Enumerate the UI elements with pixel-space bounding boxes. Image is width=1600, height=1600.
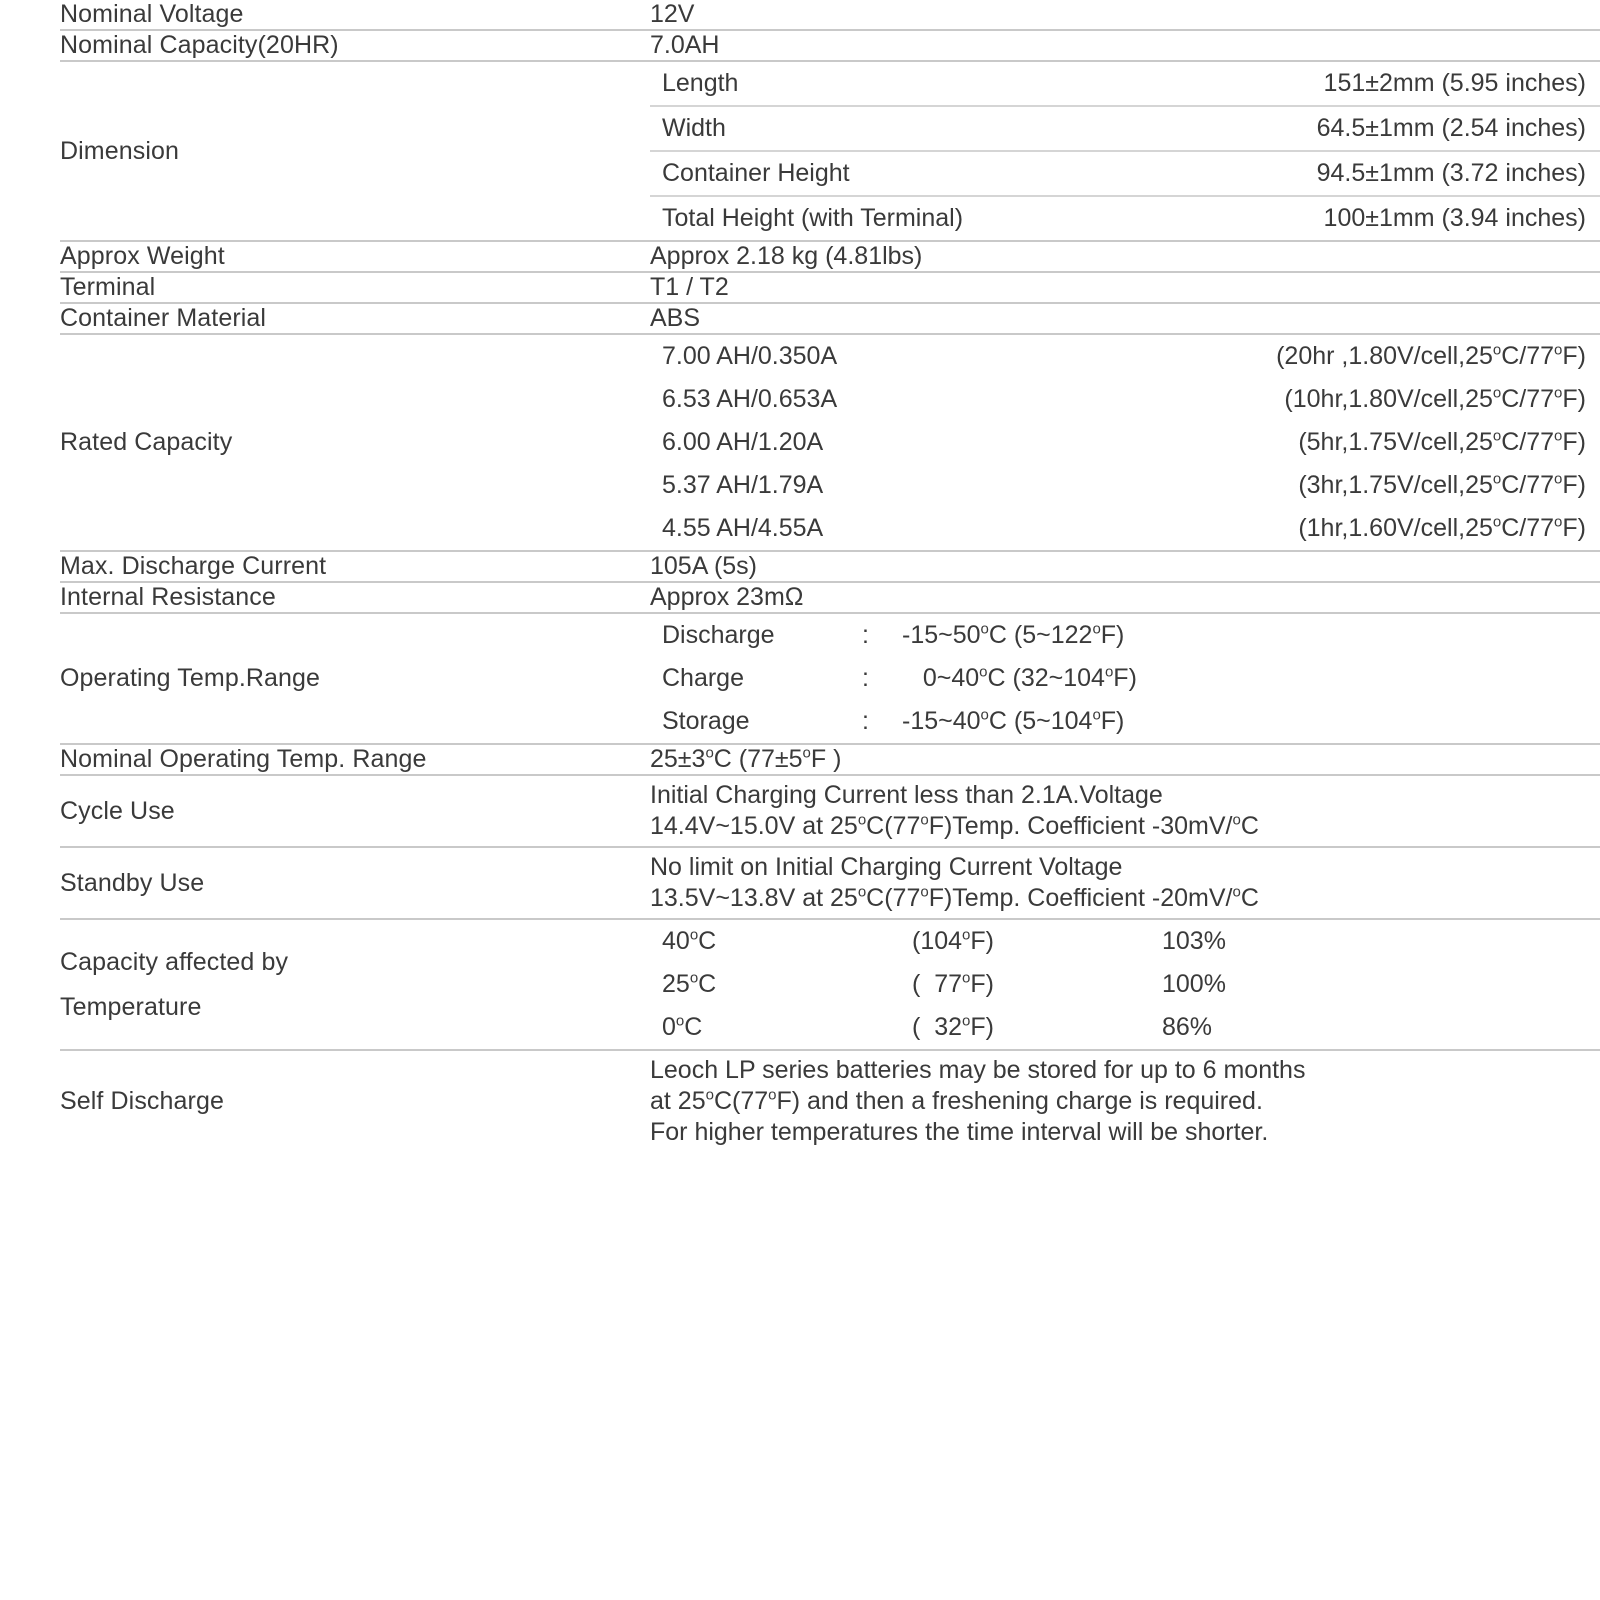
dimension-name-length: Length <box>650 62 1132 106</box>
temp-unit-f: F) <box>1100 707 1125 735</box>
cond-pre: (20hr ,1.80V/cell,25 <box>1276 342 1493 370</box>
table-row-standby-use <box>60 847 1600 919</box>
degree-symbol: o <box>857 883 867 901</box>
row-label-cycle-use: Cycle Use <box>60 775 650 847</box>
standby-use-line2-end: C <box>1240 884 1259 912</box>
row-value-self-discharge <box>650 1050 1600 1152</box>
capacity-temp-label-line2: Temperature <box>60 992 202 1021</box>
row-label-self-discharge: Self Discharge <box>60 1087 224 1115</box>
row-value-approx-weight: Approx 2.18 kg (4.81lbs) <box>650 241 1600 272</box>
degree-symbol: o <box>979 663 988 681</box>
fahrenheit-value: (104 <box>912 927 963 955</box>
degree-symbol: o <box>1492 513 1502 531</box>
degree-symbol: o <box>920 883 929 901</box>
capacity-temp-label-line1: Capacity affected by <box>60 947 289 976</box>
capacity-temp-fahrenheit <box>912 1006 1162 1049</box>
row-value-nominal-voltage: 12V <box>650 0 1600 30</box>
temp-range-value: -15~50 <box>902 621 981 649</box>
operating-temp-item <box>650 614 1600 657</box>
standby-use-line2 <box>650 883 1600 914</box>
table-row-operating-temp-range <box>60 613 1600 744</box>
capacity-temp-fahrenheit <box>912 920 1162 963</box>
specification-table <box>60 0 1600 1152</box>
table-row-self-discharge <box>60 1050 1600 1152</box>
operating-temp-subtable <box>650 614 1600 743</box>
degree-symbol: o <box>1232 883 1241 901</box>
cond-pre: (10hr,1.80V/cell,25 <box>1284 385 1493 413</box>
table-row <box>60 272 1600 303</box>
row-label-approx-weight: Approx Weight <box>60 241 650 272</box>
fahrenheit-unit: F) <box>970 1013 994 1041</box>
temp-unit-f: F) <box>1113 664 1137 692</box>
temp-range-discharge <box>902 614 1600 657</box>
capacity-temp-fahrenheit <box>912 963 1162 1006</box>
celsius-value: 40 <box>662 927 690 955</box>
capacity-temp-celsius <box>650 920 912 963</box>
rated-capacity-condition <box>1082 421 1600 464</box>
table-row <box>60 0 1600 30</box>
temp-range-charge <box>902 657 1600 700</box>
degree-symbol: o <box>980 706 989 724</box>
degree-symbol: o <box>1554 341 1563 359</box>
self-discharge-line2-mid: C(77 <box>713 1087 769 1115</box>
row-value-max-discharge-current: 105A (5s) <box>650 551 1600 582</box>
cycle-use-line2 <box>650 811 1600 842</box>
temp-range-value: 0~40 <box>902 664 980 692</box>
rated-capacity-condition <box>1082 507 1600 550</box>
degree-symbol: o <box>675 1012 685 1030</box>
degree-symbol: o <box>962 969 971 987</box>
row-value-terminal: T1 / T2 <box>650 272 1600 303</box>
dimension-item <box>650 106 1600 151</box>
rated-capacity-amount: 5.37 AH/1.79A <box>662 471 824 499</box>
celsius-unit: C <box>684 1013 703 1041</box>
standby-use-text <box>650 848 1600 918</box>
row-label-standby-use: Standby Use <box>60 847 650 919</box>
cond-mid: C/77 <box>1501 471 1555 499</box>
temp-separator: : <box>862 621 869 649</box>
capacity-temp-celsius <box>650 963 912 1006</box>
dimension-name-container-height: Container Height <box>650 151 1132 196</box>
table-row <box>60 241 1600 272</box>
row-value-nominal-operating-temp-range <box>650 744 1600 775</box>
row-label-nominal-operating-temp-range: Nominal Operating Temp. Range <box>60 744 650 775</box>
cond-post: F) <box>1562 342 1586 370</box>
cond-post: F) <box>1562 385 1586 413</box>
cycle-use-line2-pre: 14.4V~15.0V at 25 <box>650 812 858 840</box>
row-value-rated-capacity <box>650 334 1600 551</box>
degree-symbol: o <box>689 969 699 987</box>
cycle-use-line2-mid: C(77 <box>866 812 921 840</box>
rated-capacity-item <box>650 335 1600 378</box>
celsius-value: 25 <box>662 970 690 998</box>
degree-symbol: o <box>1554 384 1563 402</box>
fahrenheit-unit: F) <box>970 970 994 998</box>
rated-capacity-amount: 4.55 AH/4.55A <box>662 514 824 542</box>
nominal-temp-pre: 25±3 <box>650 745 706 773</box>
row-label-nominal-capacity: Nominal Capacity(20HR) <box>60 30 650 61</box>
fahrenheit-unit: F) <box>970 927 994 955</box>
degree-symbol: o <box>1104 663 1114 681</box>
dimension-item <box>650 151 1600 196</box>
temp-mode-charge: Charge <box>662 664 744 692</box>
rated-capacity-condition <box>1082 464 1600 507</box>
row-label-nominal-voltage: Nominal Voltage <box>60 0 650 30</box>
capacity-temp-percent: 100% <box>1162 970 1226 998</box>
row-label-capacity-affected-by-temperature <box>60 919 650 1050</box>
cycle-use-line1: Initial Charging Current less than 2.1A.Voltage <box>650 781 1163 809</box>
cond-mid: C/77 <box>1501 514 1555 542</box>
dimension-name-total-height: Total Height (with Terminal) <box>662 204 964 232</box>
cycle-use-line2-end: C <box>1240 812 1259 840</box>
self-discharge-line2 <box>650 1086 1600 1117</box>
temp-range-storage <box>902 700 1600 743</box>
operating-temp-item <box>650 700 1600 743</box>
degree-symbol: o <box>1232 811 1241 829</box>
self-discharge-line3: For higher temperatures the time interval will be shorter. <box>650 1118 1269 1146</box>
row-value-standby-use <box>650 847 1600 919</box>
row-value-nominal-capacity: 7.0AH <box>650 30 1600 61</box>
table-row-cycle-use <box>60 775 1600 847</box>
capacity-temp-item <box>650 963 1600 1006</box>
standby-use-line2-pre: 13.5V~13.8V at 25 <box>650 884 858 912</box>
dimension-value-length: 151±2mm (5.95 inches) <box>1132 62 1600 106</box>
cycle-use-text <box>650 776 1600 846</box>
rated-capacity-condition <box>1082 335 1600 378</box>
rated-capacity-condition <box>1082 378 1600 421</box>
temp-separator: : <box>862 664 869 692</box>
temp-unit-c: C (5~104 <box>988 707 1093 735</box>
table-row <box>60 744 1600 775</box>
capacity-temp-subtable <box>650 920 1600 1049</box>
operating-temp-item <box>650 657 1600 700</box>
rated-capacity-item <box>650 378 1600 421</box>
rated-capacity-item <box>650 464 1600 507</box>
row-label-rated-capacity: Rated Capacity <box>60 334 650 551</box>
table-row <box>60 30 1600 61</box>
rated-capacity-subtable <box>650 335 1600 550</box>
cond-pre: (5hr,1.75V/cell,25 <box>1298 428 1493 456</box>
row-value-capacity-affected-by-temperature <box>650 919 1600 1050</box>
row-label-container-material: Container Material <box>60 303 650 334</box>
rated-capacity-amount: 6.53 AH/0.653A <box>662 385 838 413</box>
table-row-rated-capacity <box>60 334 1600 551</box>
degree-symbol: o <box>689 926 699 944</box>
degree-symbol: o <box>1492 470 1502 488</box>
rated-capacity-amount: 6.00 AH/1.20A <box>662 428 824 456</box>
cond-post: F) <box>1562 471 1586 499</box>
table-row-capacity-temperature <box>60 919 1600 1050</box>
nominal-temp-mid: C (77±5 <box>713 745 803 773</box>
row-value-operating-temp-range <box>650 613 1600 744</box>
temp-separator: : <box>862 707 869 735</box>
dimension-item <box>650 62 1600 106</box>
degree-symbol: o <box>1092 620 1101 638</box>
degree-symbol: o <box>962 926 971 944</box>
row-value-container-material: ABS <box>650 303 1600 334</box>
self-discharge-line2-pre: at 25 <box>650 1087 706 1115</box>
temp-unit-c: C (32~104 <box>987 664 1105 692</box>
row-value-internal-resistance: Approx 23mΩ <box>650 582 1600 613</box>
capacity-temp-item <box>650 1006 1600 1049</box>
cycle-use-line2-post: F)Temp. Coefficient -30mV/ <box>928 812 1233 840</box>
degree-symbol: o <box>1092 706 1101 724</box>
capacity-temp-celsius <box>650 1006 912 1049</box>
rated-capacity-item <box>650 507 1600 550</box>
cond-post: F) <box>1562 514 1586 542</box>
fahrenheit-value: ( 32 <box>912 1013 963 1041</box>
fahrenheit-value: ( 77 <box>912 970 963 998</box>
row-label-terminal: Terminal <box>60 272 650 303</box>
standby-use-line1: No limit on Initial Charging Current Voltage <box>650 853 1123 881</box>
capacity-temp-percent: 103% <box>1162 927 1226 955</box>
table-row <box>60 582 1600 613</box>
capacity-temp-item <box>650 920 1600 963</box>
temp-unit-f: F) <box>1100 621 1125 649</box>
row-value-dimension <box>650 61 1600 241</box>
table-row <box>60 303 1600 334</box>
degree-symbol: o <box>962 1012 971 1030</box>
degree-symbol: o <box>1492 384 1502 402</box>
self-discharge-line2-post: F) and then a freshening charge is required. <box>776 1087 1263 1115</box>
row-value-cycle-use <box>650 775 1600 847</box>
standby-use-line2-post: F)Temp. Coefficient -20mV/ <box>928 884 1233 912</box>
temp-unit-c: C (5~122 <box>988 621 1093 649</box>
dimension-subtable <box>650 62 1600 240</box>
degree-symbol: o <box>1554 513 1563 531</box>
celsius-value: 0 <box>662 1013 676 1041</box>
degree-symbol: o <box>857 811 867 829</box>
table-row-dimension <box>60 61 1600 241</box>
cond-pre: (3hr,1.75V/cell,25 <box>1298 471 1493 499</box>
degree-symbol: o <box>705 744 714 762</box>
degree-symbol: o <box>1492 341 1502 359</box>
row-label-max-discharge-current: Max. Discharge Current <box>60 551 650 582</box>
degree-symbol: o <box>1554 427 1563 445</box>
dimension-value-container-height: 94.5±1mm (3.72 inches) <box>1132 151 1600 196</box>
row-label-dimension: Dimension <box>60 61 650 241</box>
degree-symbol: o <box>802 744 811 762</box>
temp-range-value: -15~40 <box>902 707 981 735</box>
standby-use-line2-mid: C(77 <box>866 884 921 912</box>
self-discharge-text <box>650 1051 1600 1152</box>
dimension-value-width: 64.5±1mm (2.54 inches) <box>1132 106 1600 151</box>
row-label-internal-resistance: Internal Resistance <box>60 582 650 613</box>
degree-symbol: o <box>705 1086 714 1104</box>
table-row <box>60 551 1600 582</box>
cond-post: F) <box>1562 428 1586 456</box>
rated-capacity-item <box>650 421 1600 464</box>
capacity-temp-percent: 86% <box>1162 1013 1213 1041</box>
rated-capacity-amount: 7.00 AH/0.350A <box>662 342 838 370</box>
temp-mode-discharge: Discharge <box>662 621 775 649</box>
dimension-name-width: Width <box>650 106 1132 151</box>
cond-mid: C/77 <box>1501 428 1555 456</box>
degree-symbol: o <box>1492 427 1502 445</box>
degree-symbol: o <box>1554 470 1563 488</box>
dimension-value-total-height: 100±1mm (3.94 inches) <box>1323 204 1586 232</box>
cond-pre: (1hr,1.60V/cell,25 <box>1298 514 1493 542</box>
self-discharge-line1: Leoch LP series batteries may be stored for up to 6 months <box>650 1056 1306 1084</box>
celsius-unit: C <box>698 970 717 998</box>
dimension-item <box>650 196 1600 240</box>
cond-mid: C/77 <box>1501 385 1555 413</box>
celsius-unit: C <box>698 927 717 955</box>
row-label-operating-temp-range: Operating Temp.Range <box>60 613 650 744</box>
degree-symbol: o <box>768 1086 777 1104</box>
temp-mode-storage: Storage <box>662 707 750 735</box>
nominal-temp-post: F ) <box>810 745 842 773</box>
cond-mid: C/77 <box>1501 342 1555 370</box>
degree-symbol: o <box>980 620 989 638</box>
capacity-temp-label-lines <box>60 947 650 1023</box>
degree-symbol: o <box>920 811 929 829</box>
